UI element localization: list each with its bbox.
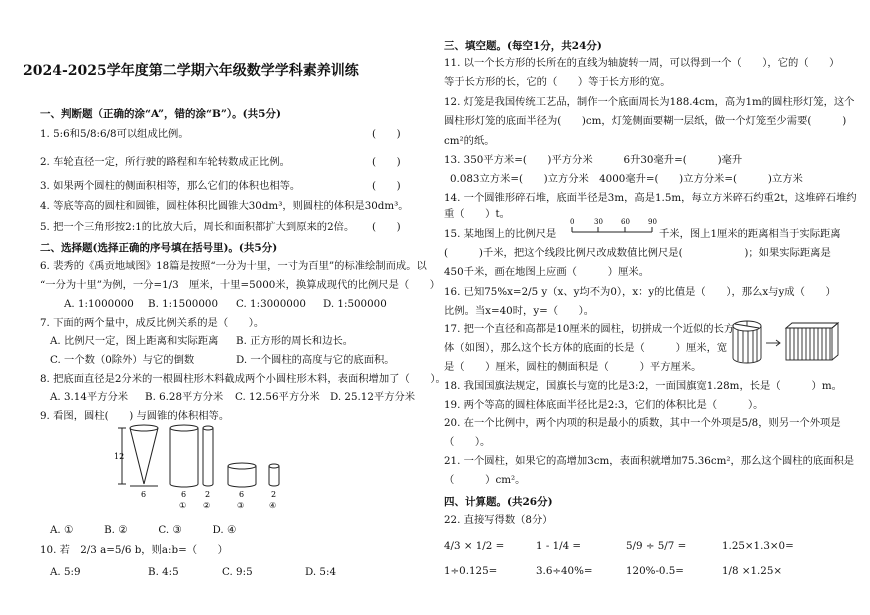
fig-cyl1-diam: 6 [181, 490, 187, 499]
page-title: 2024-2025学年度第二学期六年级数学学科素养训练 [23, 63, 359, 79]
fill-q15-line2: ( )千米，把这个线段比例尺改成数值比例尺是( )；如果实际距离是 [444, 247, 831, 259]
choice-q8-c: C. 12.56平方分米 [235, 391, 320, 403]
judge-q1-paren: ( ) [372, 128, 401, 140]
choice-q10: 10. 若 2/3 a=5/6 b，则a:b=（ ） [40, 544, 228, 556]
judge-q3-paren: ( ) [372, 180, 401, 192]
choice-q9: 9. 看图，圆柱( ) 与圆锥的体积相等。 [40, 410, 230, 422]
choice-q7-b: B. 正方形的周长和边长。 [236, 335, 354, 347]
choice-q10-b: B. 4:5 [148, 566, 179, 578]
section-1-heading: 一、判断题（正确的涂“A”，错的涂“B”）。(共5分) [40, 108, 281, 120]
fill-q20-line1: 20. 在一个比例中，两个内项的积是最小的质数，其中一个外项是5/8，则另一个外项是 [444, 417, 841, 429]
choice-q7-c: C. 一个数（0除外）与它的倒数 [50, 354, 195, 366]
calc-expr-3: 5/9 ÷ 5/7 = [626, 540, 687, 552]
calc-expr-6: 3.6÷40%= [536, 565, 593, 577]
judge-q5-paren: ( ) [372, 221, 401, 233]
cylinder-cone-figure [108, 422, 298, 512]
choice-q6-d: D. 1:500000 [323, 298, 387, 310]
fill-q16-line1: 16. 已知75%x=2/5 y（x、y均不为0），x：y的比值是（ ），那么x与y成（ ） [444, 286, 836, 298]
section-4-heading: 四、计算题。(共26分) [444, 496, 553, 508]
scale-tick-60: 60 [621, 218, 630, 226]
fill-q20-line2: （ ）。 [444, 436, 491, 448]
choice-q10-d: D. 5:4 [305, 566, 337, 578]
judge-q3: 3. 如果两个圆柱的侧面积相等，那么它们的体积也相等。 [40, 180, 301, 192]
judge-q4: 4. 等底等高的圆柱和圆锥，圆柱体积比圆锥大30dm³，则圆柱的体积是30dm³。 [40, 200, 409, 212]
choice-q8-a: A. 3.14平方分米 [50, 391, 129, 403]
fill-q17-line1: 17. 把一个直径和高都是10厘米的圆柱，切拼成一个近似的长方 [444, 323, 735, 335]
fill-q15-line1-tail: 千米，图上1厘米的距离相当于实际距离 [659, 228, 841, 240]
choice-q9-options: A. ① B. ② C. ③ D. ④ [50, 524, 237, 536]
choice-q6-c: C. 1:3000000 [236, 298, 306, 310]
fill-q14-line1: 14. 一个圆锥形碎石堆，底面半径是3m，高是1.5m，每立方米碎石约重2t，这堆碎石堆约 [444, 192, 857, 204]
fill-q21-line1: 21. 一个圆柱，如果它的高增加3cm，表面积就增加75.36cm²，那么这个圆柱的底面积是 [444, 455, 855, 467]
choice-q10-a: A. 5:9 [50, 566, 81, 578]
choice-q8: 8. 把底面直径是2分米的一根圆柱形木料截成两个小圆柱形木料，表面积增加了（ ）。 [40, 373, 446, 385]
scale-tick-90: 90 [648, 218, 657, 226]
fig-label-1: ① [179, 501, 187, 510]
fig-label-4: ④ [269, 501, 277, 510]
calc-q22-heading: 22. 直接写得数（8分） [444, 514, 553, 526]
choice-q8-b: B. 6.28平方分米 [145, 391, 224, 403]
cylinder-to-cuboid-figure [730, 318, 842, 368]
fig-label-3: ③ [237, 501, 245, 510]
fill-q15-line1: 15. 某地图上的比例尺是 [444, 228, 557, 240]
choice-q7-d: D. 一个圆柱的高度与它的底面积。 [236, 354, 395, 366]
choice-q8-d: D. 25.12平方分米 [330, 391, 416, 403]
fig-cyl2-diam: 2 [205, 490, 211, 499]
choice-q7: 7. 下面的两个量中，成反比例关系的是（ ）。 [40, 317, 265, 329]
calc-expr-4: 1.25×1.3×0= [722, 540, 794, 552]
judge-q1: 1. 5:6和5/8:6/8可以组成比例。 [40, 128, 189, 140]
fig-cyl4-diam: 2 [271, 490, 277, 499]
judge-q5: 5. 把一个三角形按2:1的比放大后，周长和面积都扩大到原来的2倍。 [40, 221, 355, 233]
fill-q15-line3: 450千米，画在地图上应画（ ）厘米。 [444, 266, 649, 278]
fill-q16-line2: 比例。当x=40时，y=（ ）。 [444, 305, 595, 317]
judge-q2-paren: ( ) [372, 156, 401, 168]
fig-cyl3-diam: 6 [239, 490, 245, 499]
judge-q2: 2. 车轮直径一定，所行驶的路程和车轮转数成正比例。 [40, 156, 290, 168]
fill-q11-line1: 11. 以一个长方形的长所在的直线为轴旋转一周，可以得到一个（ ），它的（ ） [444, 57, 840, 69]
section-3-heading: 三、填空题。(每空1分，共24分) [444, 40, 602, 52]
calc-expr-1: 4/3 × 1/2 = [444, 540, 505, 552]
fig-height-label: 12 [114, 452, 125, 461]
fig-label-2: ② [203, 501, 211, 510]
calc-expr-8: 1/8 ×1.25× [722, 565, 783, 577]
fill-q12-line1: 12. 灯笼是我国传统工艺品，制作一个底面周长为188.4cm，高为1m的圆柱形灯笼，这个 [444, 96, 855, 108]
fill-q21-line2: （ ）cm²。 [444, 474, 526, 486]
fill-q17-line2: 体（如图），那么这个长方体的底面的长是（ ）厘米，宽 [444, 342, 728, 354]
fill-q19: 19. 两个等高的圆柱体底面半径比是2:3，它们的体积比是（ ）。 [444, 399, 764, 411]
choice-q7-a: A. 比例尺一定，图上距离和实际距离 [50, 335, 219, 347]
fill-q17-line3: 是（ ）厘米，圆柱的侧面积是（ ）平方厘米。 [444, 361, 702, 373]
calc-expr-5: 1÷0.125= [444, 565, 498, 577]
calc-expr-2: 1 - 1/4 = [536, 540, 582, 552]
section-2-heading: 二、选择题(选择正确的序号填在括号里)。(共5分) [40, 242, 278, 254]
fill-q13-line1: 13. 350平方米=( )平方分米 6升30毫升=( )毫升 [444, 154, 743, 166]
choice-q6-line1: 6. 裴秀的《禹贡地域图》18篇是按照“一分为十里，一寸为百里”的标准绘制而成。以 [40, 260, 427, 272]
fill-q12-line3: cm²的纸。 [444, 135, 495, 147]
scale-tick-30: 30 [594, 218, 603, 226]
choice-q6-line2: “一分为十里”为例，一分=1/3 厘米，十里=5000米，换算成现代的比例尺是（ ） [40, 279, 441, 291]
choice-q6-b: B. 1:1500000 [148, 298, 218, 310]
fig-cone-diam: 6 [141, 490, 147, 499]
fill-q11-line2: 等于长方形的长，它的（ ）等于长方形的宽。 [444, 76, 671, 88]
choice-q10-c: C. 9:5 [222, 566, 253, 578]
calc-expr-7: 120%-0.5= [626, 565, 684, 577]
scale-tick-0: 0 [570, 218, 575, 226]
choice-q6-a: A. 1:1000000 [64, 298, 134, 310]
line-scale-bar [568, 214, 658, 240]
fill-q13-line2: 0.083立方米=( )立方分米 4000毫升=( )立方分米=( )立方米 [450, 173, 803, 185]
fill-q12-line2: 圆柱形灯笼的底面半径为( )cm，灯笼侧面要糊一层纸，做一个灯笼至少需要( ) [444, 115, 847, 127]
fill-q18: 18. 我国国旗法规定，国旗长与宽的比是3:2，一面国旗宽1.28m，长是（ ）m。 [444, 380, 842, 392]
fill-q14-line2: 重（ ）t。 [444, 208, 510, 220]
